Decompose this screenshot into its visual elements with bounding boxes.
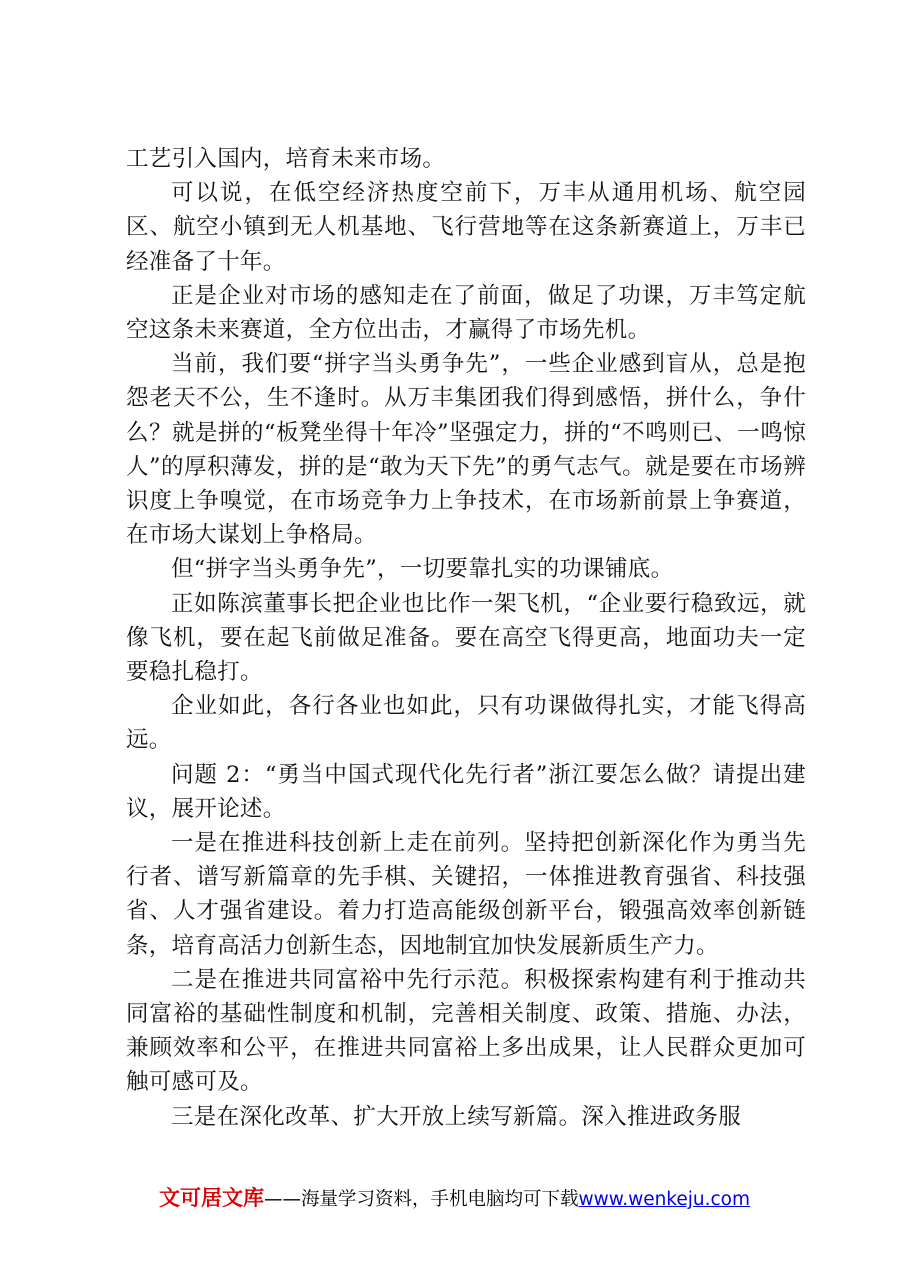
paragraph-0: 工艺引入国内，培育未来市场。 [126, 146, 446, 172]
paragraph-2: 正是企业对市场的感知走在了前面，做足了功课，万丰笃定航空这条未来赛道，全方位出击，才赢得了市场先机。 [126, 282, 806, 344]
paragraph-6: 企业如此，各行各业也如此，只有功课做得扎实，才能飞得高远。 [126, 693, 806, 754]
paragraph-3: 当前，我们要“拼字当头勇争先”，一些企业感到盲从，总是抱怨老天不公，生不逢时。从万丰集团我们得到感悟，拼什么，争什么？就是拼的“板凳坐得十年冷”坚强定力，拼的“不鸣则已、一鸣惊人”的厚积薄发，拼的是“敢为天下先”的勇气志气。就是要在市场辨识度上争嗅觉，在市场竞争力上争技术，在市场新前景上争赛道，在市场大谋划上争格局。 [126, 351, 806, 549]
paragraph-9: 二是在推进共同富裕中先行示范。积极探索构建有利于推动共同富裕的基础性制度和机制，完善相关制度、政策、措施、办法，兼顾效率和公平，在推进共同富裕上多出成果，让人民群众更加可触可感可及。 [126, 966, 806, 1096]
footer-brand: 文可居文库 [158, 1186, 264, 1210]
paragraph-8: 一是在推进科技创新上走在前列。坚持把创新深化作为勇当先行者、谱写新篇章的先手棋、关键招，一体推进教育强省、科技强省、人才强省建设。着力打造高能级创新平台，锻强高效率创新链条，培育高活力创新生态，因地制宜加快发展新质生产力。 [126, 830, 806, 959]
footer-slogan: ——海量学习资料，手机电脑均可下载 [263, 1189, 579, 1210]
paragraph-5: 正如陈滨董事长把企业也比作一架飞机，“企业要行稳致远，就像飞机，要在起飞前做足准备。要在高空飞得更高，地面功夫一定要稳扎稳打。 [126, 590, 806, 686]
footer-site-link[interactable]: www.wenkeju.com [578, 1189, 751, 1210]
body-text [126, 142, 806, 1134]
question-heading: 问题 2：“勇当中国式现代化先行者”浙江要怎么做？请提出建议，展开论述。 [126, 761, 806, 822]
paragraph-1: 可以说，在低空经济热度空前下，万丰从通用机场、航空园区、航空小镇到无人机基地、飞行营地等在这条新赛道上，万丰已经准备了十年。 [126, 180, 806, 275]
paragraph-10: 三是在深化改革、扩大开放上续写新篇。深入推进政务服 [171, 1103, 742, 1130]
paragraph-4: 但“拼字当头勇争先”，一切要靠扎实的功课铺底。 [171, 556, 674, 583]
footer-banner [0, 1182, 909, 1212]
